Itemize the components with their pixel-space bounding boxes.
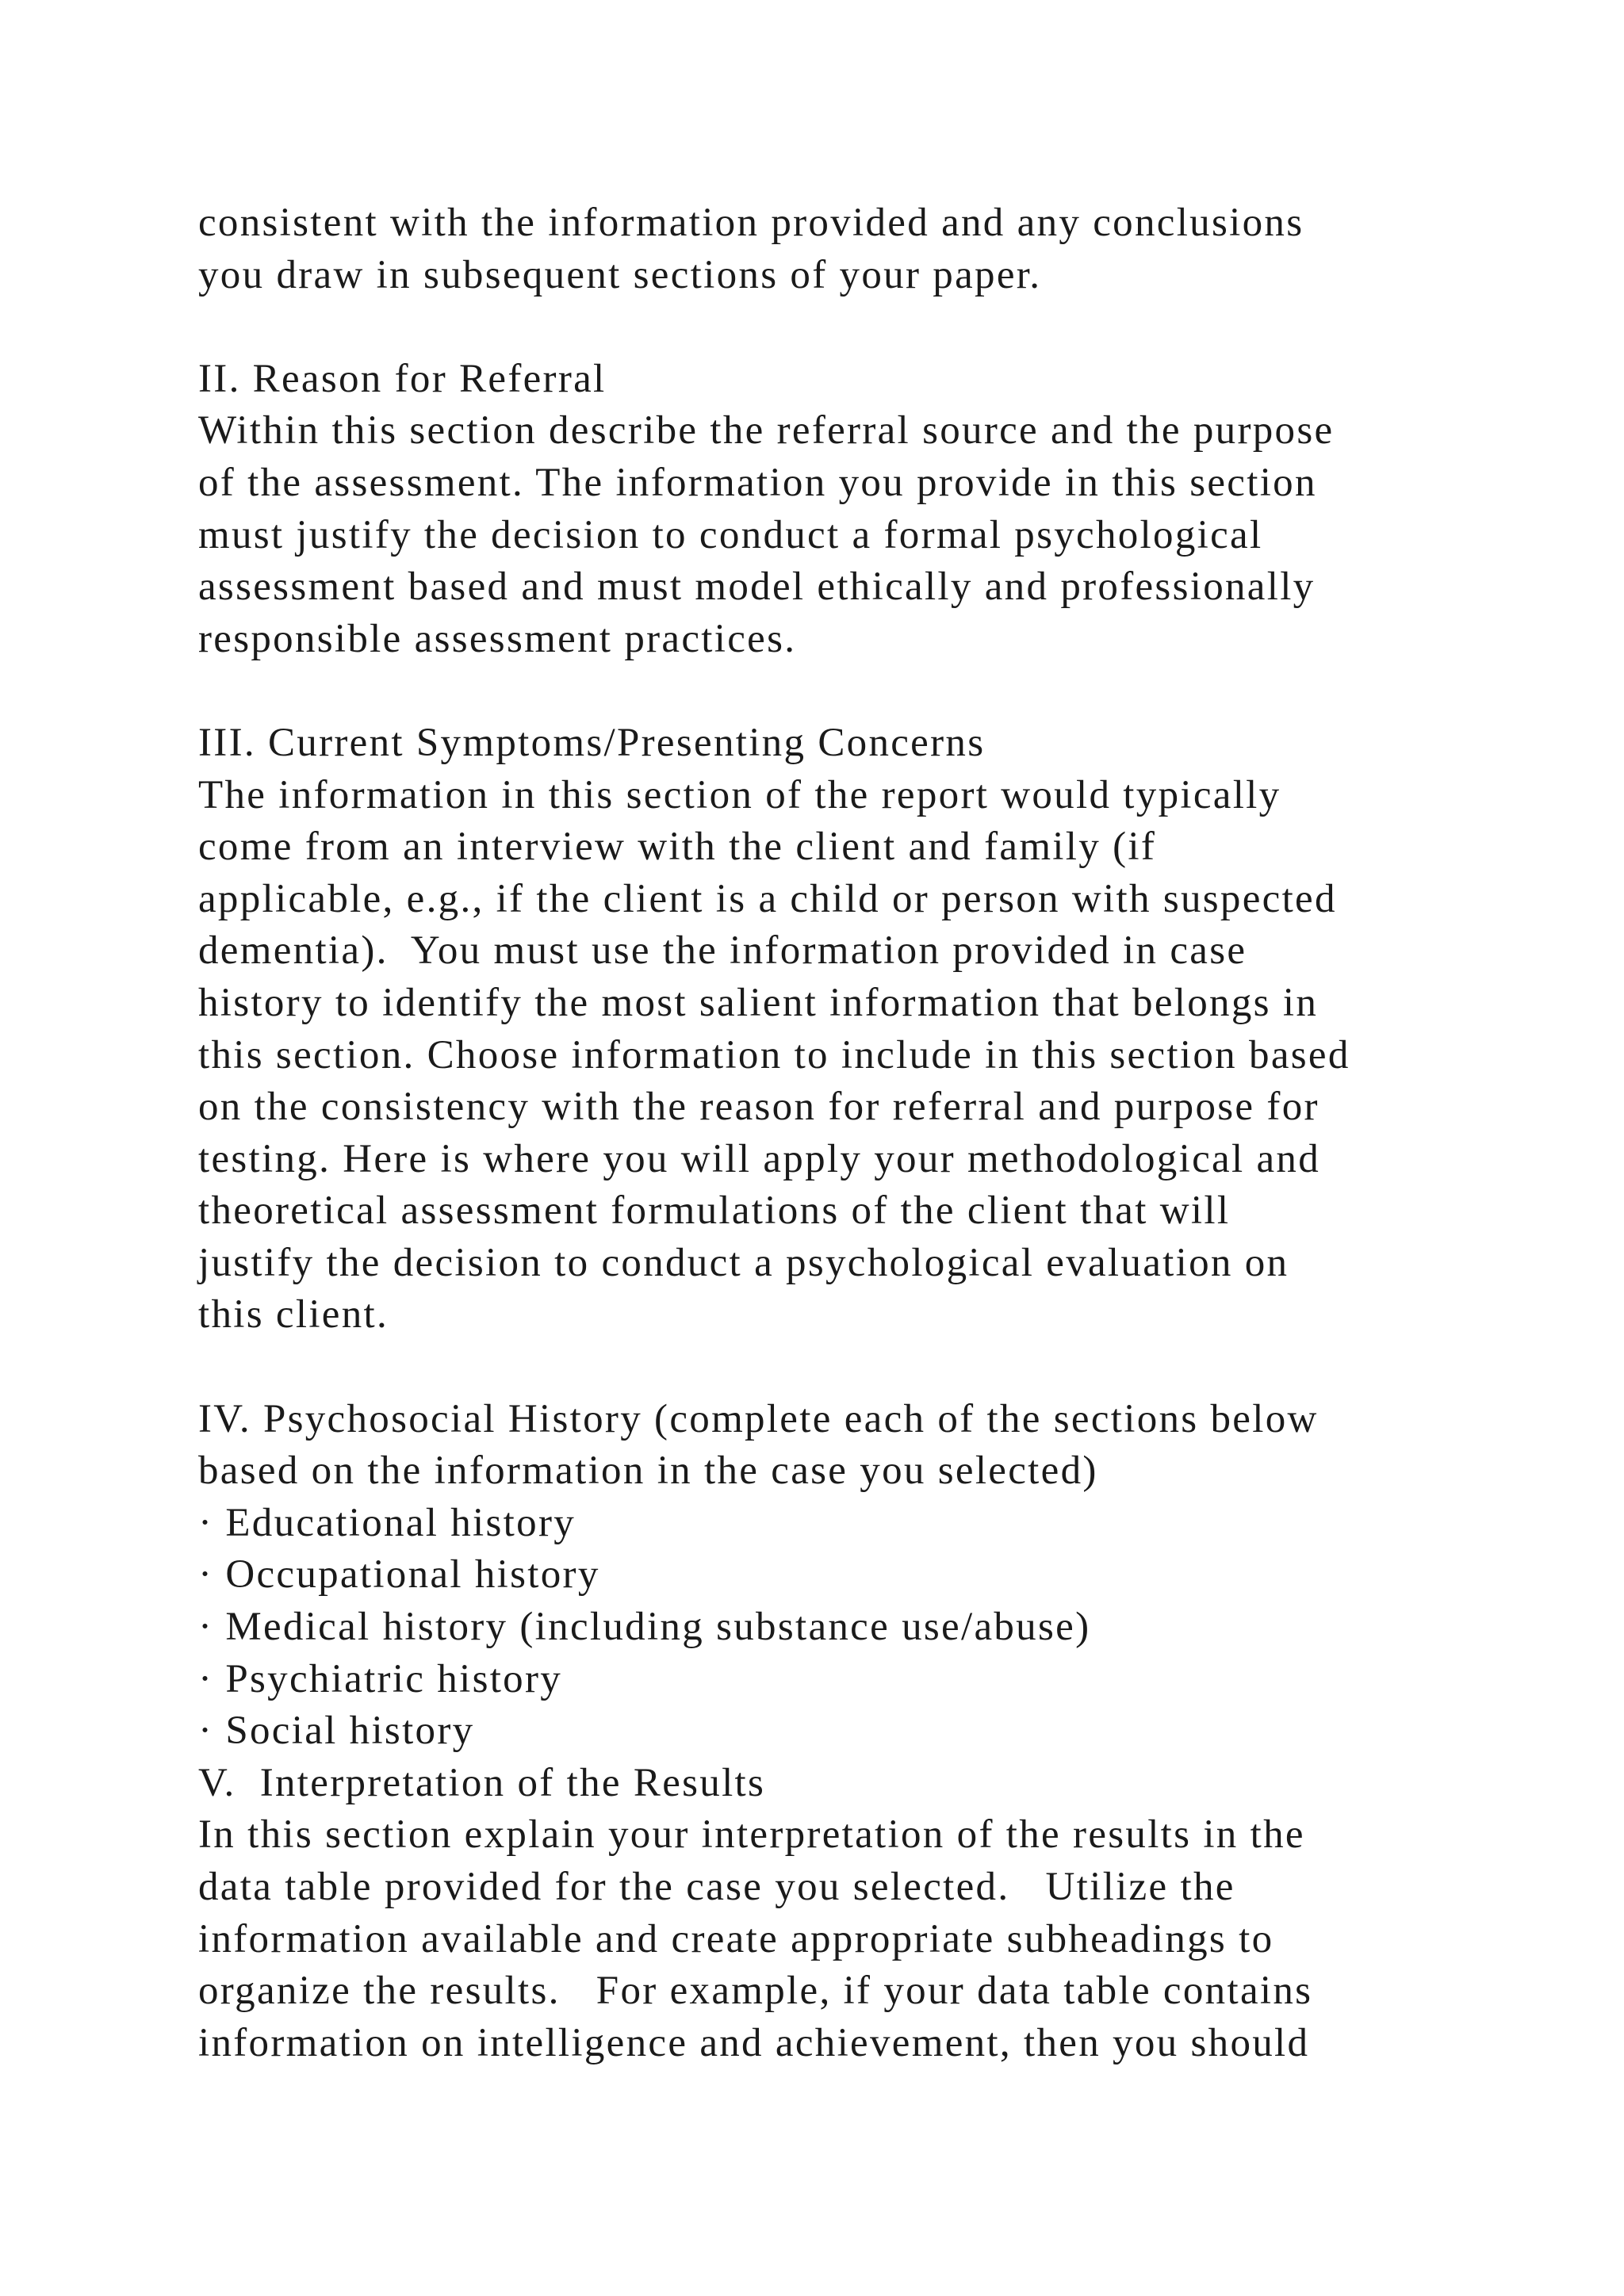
section-iii-line-11: this client.	[198, 1292, 389, 1337]
section-iii-line-5: history to identify the most salient information that belongs in	[198, 980, 1319, 1025]
bullet-educational-history: · Educational history	[198, 1500, 576, 1545]
intro-line-2: you draw in subsequent sections of your paper.	[198, 252, 1042, 297]
section-iii-line-2: come from an interview with the client and family (if	[198, 825, 1157, 870]
section-iii-line-9: theoretical assessment formulations of the client that will	[198, 1188, 1231, 1234]
section-ii-line-5: responsible assessment practices.	[198, 616, 797, 661]
section-ii-line-4: assessment based and must model ethically and professionally	[198, 564, 1316, 610]
section-v-line-2: data table provided for the case you selected. Utilize the	[198, 1865, 1235, 1909]
section-v-line-3: information available and create appropriate subheadings to	[198, 1916, 1274, 1961]
section-iii-line-10: justify the decision to conduct a psychological evaluation on	[198, 1240, 1289, 1285]
section-v-heading: V. Interpretation of the Results	[198, 1760, 766, 1805]
paragraph-gap	[198, 1341, 1515, 1394]
section-iii-line-8: testing. Here is where you will apply your methodological and	[198, 1136, 1321, 1181]
section-v-line-4: organize the results. For example, if your data table contains	[198, 1969, 1313, 2014]
section-iv-heading-line-2: based on the information in the case you selected)	[198, 1448, 1098, 1494]
bullet-social-history: · Social history	[198, 1709, 475, 1754]
section-iii-heading: III. Current Symptoms/Presenting Concerns	[198, 720, 986, 765]
section-ii-heading: II. Reason for Referral	[198, 356, 607, 401]
paragraph-gap	[198, 665, 1515, 718]
document-body	[198, 197, 1515, 2069]
section-iii-line-7: on the consistency with the reason for referral and purpose for	[198, 1085, 1320, 1130]
bullet-psychiatric-history: · Psychiatric history	[198, 1656, 563, 1701]
paragraph-gap	[198, 301, 1515, 354]
section-iii-line-6: this section. Choose information to include in this section based	[198, 1032, 1350, 1077]
section-ii-line-2: of the assessment. The information you provide in this section	[198, 460, 1317, 505]
bullet-medical-history: · Medical history (including substance use/abuse)	[198, 1605, 1091, 1650]
section-iii-line-1: The information in this section of the report would typically	[198, 772, 1281, 817]
section-ii-line-3: must justify the decision to conduct a formal psychological	[198, 512, 1263, 557]
section-iii-line-4: dementia). You must use the information provided in case	[198, 928, 1247, 974]
section-iv-heading-line-1: IV. Psychosocial History (complete each of the sections below	[198, 1396, 1319, 1441]
section-v-line-1: In this section explain your interpretation of the results in the	[198, 1812, 1305, 1858]
bullet-occupational-history: · Occupational history	[198, 1552, 600, 1598]
intro-line-1: consistent with the information provided and any conclusions	[198, 201, 1304, 245]
section-iii-line-3: applicable, e.g., if the client is a child or person with suspected	[198, 876, 1337, 921]
section-v-line-5: information on intelligence and achievement, then you should	[198, 2020, 1310, 2065]
section-ii-line-1: Within this section describe the referral source and the purpose	[198, 408, 1335, 453]
